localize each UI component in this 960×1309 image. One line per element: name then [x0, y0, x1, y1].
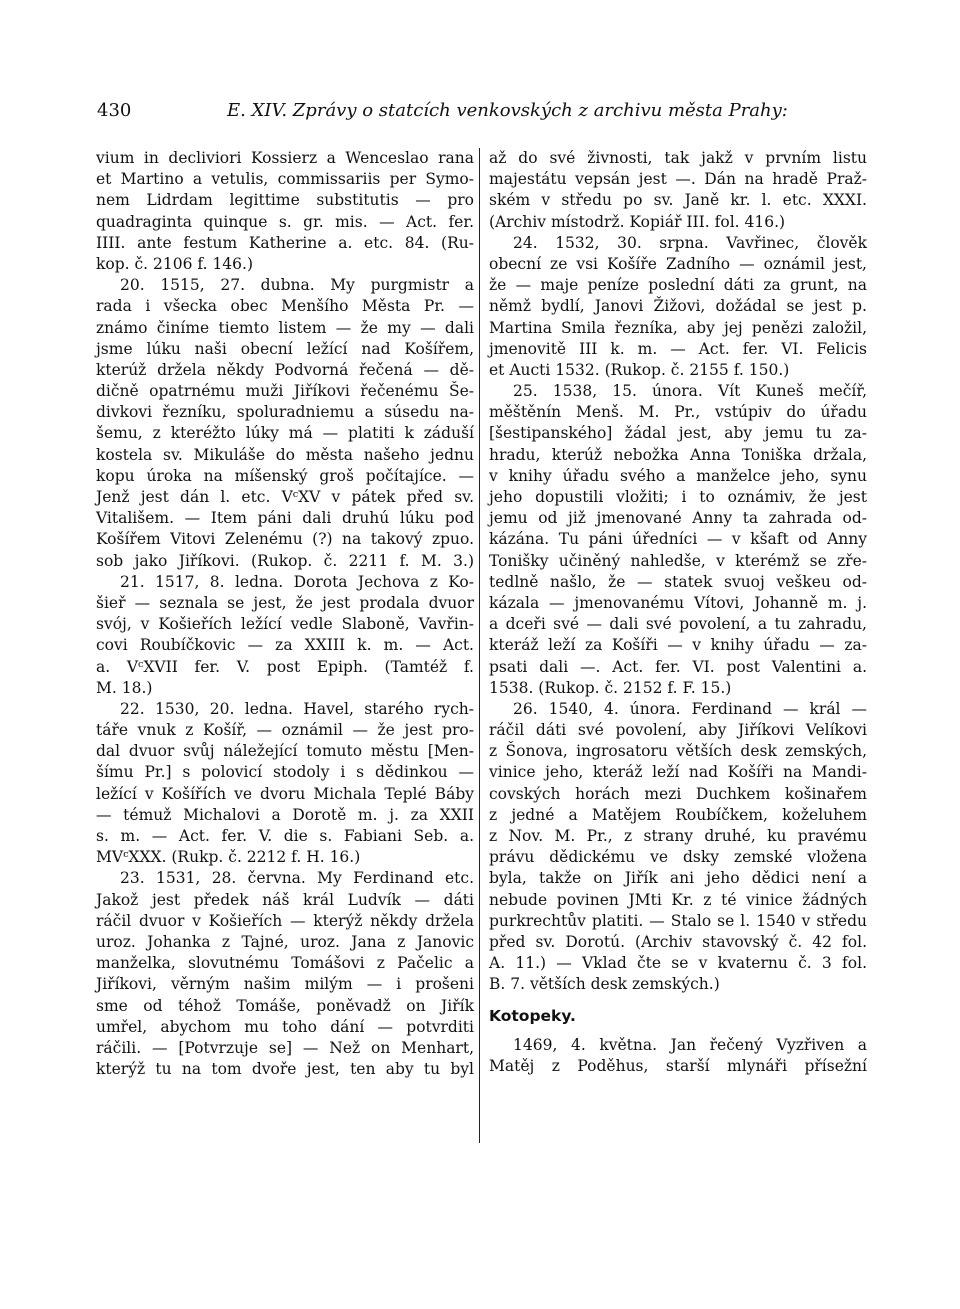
- text-line: tedlně našlo, že — statek svuoj veškeu od-: [489, 572, 867, 591]
- text-line: Martina Smila řezníka, aby jej penězi založil,: [489, 318, 867, 337]
- text-line: němž bydlí, Janovi Žižovi, dožádal se jest p.: [489, 297, 867, 316]
- text-line: [šestipanského] žádal jest, aby jemu tu za-: [489, 424, 867, 443]
- text-line: jemu od již jmenované Anny ta zahrada od-: [489, 509, 867, 528]
- left-column: [96, 148, 474, 1148]
- text-line: kázána. Tu páni úředníci — v kšaft od Anny: [489, 530, 867, 549]
- text-line: kopu úroka na míšenský groš počítajíce. —: [96, 466, 474, 485]
- text-line: et Martino a vetulis, commissariis per Symo-: [96, 170, 474, 189]
- text-line: vium in decliviori Kossierz a Wenceslao rana: [96, 149, 474, 167]
- text-line: divkovi řezníku, spoluradniemu a súsedu na-: [96, 403, 474, 422]
- text-line: šemu, z kteréžto lúky má — platiti k záduší: [96, 424, 474, 443]
- text-line: obecní ze vsi Košíře Zadního — oznámil jest,: [489, 254, 867, 273]
- text-line: jsme lúku naši obecní ležící nad Košířem,: [96, 339, 474, 358]
- text-line: až do své živnosti, tak jakž v prvním listu: [489, 149, 867, 167]
- text-line: kteráž leží za Košíři — v knihy úřadu — za-: [489, 636, 867, 655]
- text-line: dičně opatrnému muži Jiříkovi řečenému Še-: [96, 382, 474, 401]
- text-line: kterýž tu na tom dvoře jest, ten aby tu byl: [96, 1060, 474, 1079]
- text-line: kostela sv. Mikuláše do města našeho jednu: [96, 445, 474, 464]
- text-line: s. m. — Act. fer. V. die s. Fabiani Seb. a.: [96, 827, 474, 845]
- section-heading: Kotopeky.: [489, 1006, 576, 1025]
- text-line: majestátu vepsán jest —. Dán na hradě Praž-: [489, 170, 867, 189]
- text-line: táře vnuk z Košíř, — oznámil — že jest pro-: [96, 721, 474, 740]
- text-line: 21. 1517, 8. ledna. Dorota Jechova z Ko-: [120, 572, 474, 591]
- text-line: z Nov. M. Pr., z strany druhé, ku pravému: [489, 827, 867, 845]
- page-header: [97, 100, 867, 124]
- text-line: známo činíme tiemto listem — že my — dali: [96, 318, 474, 337]
- text-line: kterúž držela někdy Podvorná řečená — dě-: [96, 360, 474, 379]
- text-line: jmenovitě III k. m. — Act. fer. VI. Felicis: [489, 339, 867, 358]
- text-line: umřel, abychom mu toho dání — potvrditi: [96, 1017, 474, 1036]
- right-column: [489, 148, 867, 1148]
- text-line: purkrechtův platiti. — Stalo se l. 1540 v středu: [489, 911, 867, 930]
- text-line: že — maje peníze poslední dáti za grunt, na: [489, 276, 867, 295]
- text-line: Tonišky učiněný nahledše, v kterémž se zře-: [489, 551, 867, 570]
- text-line: 20. 1515, 27. dubna. My purgmistr a: [120, 276, 474, 295]
- text-line: ležící v Košířích ve dvoru Michala Teplé Báby: [96, 784, 474, 803]
- text-line: byla, takže on Jiřík ani jeho dědici není a: [489, 869, 867, 888]
- text-line: a. VᶜXVII fer. V. post Epiph. (Tamtéž f.: [96, 657, 474, 676]
- text-line: M. 18.): [96, 678, 153, 697]
- text-line: v knihy úřadu svého a manželce jeho, synu: [489, 466, 867, 485]
- text-line: právu dědickému ve dsky zemské vložena: [489, 848, 867, 867]
- text-line: Jenž jest dán l. etc. VᶜXV v pátek před sv.: [96, 488, 474, 506]
- text-line: 24. 1532, 30. srpna. Vavřinec, člověk: [513, 233, 867, 252]
- text-line: a dceři své — dali své povolení, a tu zahradu,: [489, 615, 867, 634]
- text-line: nem Lidrdam legittime substitutis — pro: [96, 191, 474, 210]
- text-line: Košířem Vitovi Zelenému (?) na takový zpuo.: [96, 530, 474, 549]
- text-line: vinice jeho, kteráž leží nad Košíři na Mandi-: [489, 763, 867, 782]
- text-line: měštěnín Menš. M. Pr., vstúpiv do úřadu: [489, 403, 867, 422]
- text-line: ráčili. — [Potvrzuje se] — Než on Menhart,: [96, 1038, 474, 1057]
- column-divider: [479, 148, 480, 1143]
- text-line: 22. 1530, 20. ledna. Havel, starého rych-: [120, 699, 474, 718]
- text-line: z jedné a Matějem Roubíčkem, koželuhem: [489, 805, 867, 824]
- running-title: E. XIV. Zprávy o statcích venkovských z archivu města Prahy:: [227, 100, 788, 121]
- text-line: Jiříkovi, věrným našim milým — i prošeni: [96, 975, 474, 994]
- text-line: rada i všecka obec Menšího Města Pr. —: [96, 297, 474, 316]
- text-line: 25. 1538, 15. února. Vít Kuneš mečíř,: [513, 382, 867, 401]
- text-line: nebude povinen JMti Kr. z té vinice žádných: [489, 890, 867, 909]
- text-line: Jakož jest předek náš král Ludvík — dáti: [96, 890, 474, 909]
- text-line: ském v středu po sv. Janě kr. l. etc. XXXI.: [489, 191, 867, 210]
- text-line: 1538. (Rukop. č. 2152 f. F. 15.): [489, 678, 732, 697]
- text-line: 26. 1540, 4. února. Ferdinand — král —: [513, 699, 867, 718]
- text-line: ráčil dvuor v Košieřích — kterýž někdy držela: [96, 911, 474, 930]
- text-line: covi Roubíčkovic — za XXIII k. m. — Act.: [96, 636, 474, 655]
- text-line: uroz. Johanka z Tajné, uroz. Jana z Janovic: [96, 932, 474, 951]
- text-line: šieř — seznala se jest, že jest prodala dvuor: [96, 593, 474, 612]
- text-line: z Šonova, ingrosatoru větších desk zemských,: [489, 742, 867, 761]
- text-line: kop. č. 2106 f. 146.): [96, 254, 254, 273]
- text-line: IIII. ante festum Katherine a. etc. 84. (Ru-: [96, 233, 474, 252]
- text-line: ráčil dáti své povolení, aby Jiříkovi Velíkovi: [489, 721, 867, 740]
- text-line: kázala — jmenovanému Vítovi, Johanně m. j.: [489, 593, 867, 612]
- text-line: B. 7. větších desk zemských.): [489, 975, 720, 994]
- text-line: Matěj z Poděhus, starší mlynáři přísežní: [489, 1056, 867, 1075]
- text-line: Vitališem. — Item páni dali druhú lúku pod: [96, 509, 474, 528]
- text-line: covských horách mezi Duchkem košinařem: [489, 784, 867, 803]
- text-line: quadraginta quinque s. gr. mis. — Act. fer.: [96, 212, 474, 231]
- text-line: psati dali —. Act. fer. VI. post Valentini a.: [489, 657, 867, 676]
- text-line: šímu Pr.] s polovicí stodoly i s dědinkou —: [96, 763, 474, 782]
- text-line: jeho dopustili vložiti; i to oznámiv, že jest: [489, 488, 867, 506]
- text-line: sme od téhož Tomáše, poněvadž on Jiřík: [96, 996, 474, 1015]
- text-line: 1469, 4. května. Jan řečený Vyzřiven a: [513, 1035, 867, 1054]
- text-line: MVᶜXXX. (Rukp. č. 2212 f. H. 16.): [96, 848, 361, 867]
- text-line: — témuž Michalovi a Dorotě m. j. za XXII: [96, 805, 474, 824]
- text-line: před sv. Dorotú. (Archiv stavovský č. 42 fol.: [489, 932, 867, 951]
- text-line: 23. 1531, 28. června. My Ferdinand etc.: [120, 869, 474, 888]
- text-line: A. 11.) — Vklad čte se v kvaternu č. 3 fol.: [489, 954, 867, 973]
- text-line: sob jako Jiříkovi. (Rukop. č. 2211 f. M. 3.): [96, 551, 474, 570]
- text-line: hradu, kterúž nebožka Anna Toniška držala,: [489, 445, 867, 464]
- page-number: 430: [97, 100, 132, 121]
- text-line: svój, v Košieřích ležící vedle Slaboně, Vavřin-: [96, 615, 474, 634]
- text-line: (Archiv místodrž. Kopiář III. fol. 416.): [489, 212, 786, 231]
- text-line: manželka, slovutnému Tomášovi z Pačelic a: [96, 954, 474, 973]
- text-line: dal dvuor svůj náležející tomuto městu [Men-: [96, 742, 474, 761]
- text-line: et Aucti 1532. (Rukop. č. 2155 f. 150.): [489, 360, 790, 379]
